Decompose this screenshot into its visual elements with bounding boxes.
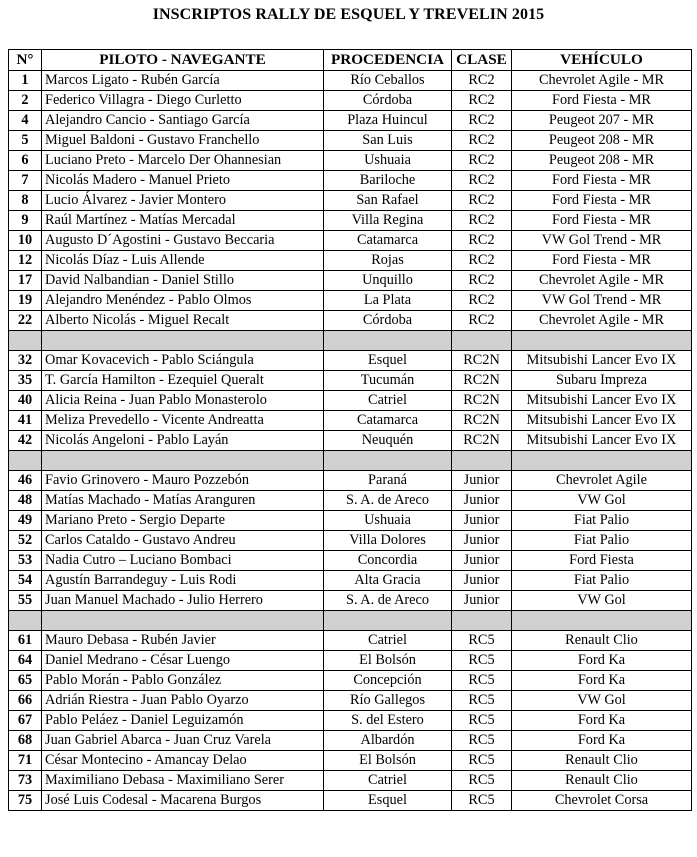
entry-crew: Nicolás Angeloni - Pablo Layán <box>42 431 324 451</box>
table-row <box>9 591 692 611</box>
entry-vehicle: Ford Fiesta - MR <box>512 171 692 191</box>
entry-class: Junior <box>452 471 512 491</box>
entry-origin: Plaza Huincul <box>324 111 452 131</box>
entry-crew: Juan Manuel Machado - Julio Herrero <box>42 591 324 611</box>
entry-vehicle: Fiat Palio <box>512 511 692 531</box>
entry-number: 6 <box>9 151 42 171</box>
header-piloto: PILOTO - NAVEGANTE <box>42 50 324 71</box>
entry-origin: El Bolsón <box>324 651 452 671</box>
entry-origin: Rojas <box>324 251 452 271</box>
table-row <box>9 411 692 431</box>
entry-origin: La Plata <box>324 291 452 311</box>
separator-cell <box>9 331 42 351</box>
entry-crew: Pablo Peláez - Daniel Leguizamón <box>42 711 324 731</box>
table-row <box>9 551 692 571</box>
separator-cell <box>452 611 512 631</box>
table-row <box>9 691 692 711</box>
entry-number: 73 <box>9 771 42 791</box>
entry-crew: Nadia Cutro – Luciano Bombaci <box>42 551 324 571</box>
table-row <box>9 291 692 311</box>
separator-cell <box>324 331 452 351</box>
entry-number: 46 <box>9 471 42 491</box>
entry-number: 41 <box>9 411 42 431</box>
entry-crew: Favio Grinovero - Mauro Pozzebón <box>42 471 324 491</box>
entry-crew: Miguel Baldoni - Gustavo Franchello <box>42 131 324 151</box>
entry-class: RC2 <box>452 91 512 111</box>
entry-number: 9 <box>9 211 42 231</box>
entry-number: 17 <box>9 271 42 291</box>
table-row <box>9 631 692 651</box>
table-row <box>9 471 692 491</box>
table-row <box>9 271 692 291</box>
entry-origin: Unquillo <box>324 271 452 291</box>
table-row <box>9 231 692 251</box>
entry-vehicle: Ford Ka <box>512 651 692 671</box>
separator-cell <box>42 611 324 631</box>
entry-origin: Paraná <box>324 471 452 491</box>
entry-class: RC5 <box>452 791 512 811</box>
entry-crew: Daniel Medrano - César Luengo <box>42 651 324 671</box>
entry-class: Junior <box>452 551 512 571</box>
entry-vehicle: VW Gol Trend - MR <box>512 291 692 311</box>
entry-crew: Alejandro Menéndez - Pablo Olmos <box>42 291 324 311</box>
entry-crew: Augusto D´Agostini - Gustavo Beccaria <box>42 231 324 251</box>
entry-number: 32 <box>9 351 42 371</box>
entry-class: RC5 <box>452 731 512 751</box>
entry-number: 67 <box>9 711 42 731</box>
entry-number: 68 <box>9 731 42 751</box>
entry-class: RC2 <box>452 251 512 271</box>
entry-vehicle: Peugeot 208 - MR <box>512 151 692 171</box>
entry-origin: Ushuaia <box>324 151 452 171</box>
entry-origin: Córdoba <box>324 311 452 331</box>
entry-crew: Matías Machado - Matías Aranguren <box>42 491 324 511</box>
entry-origin: Alta Gracia <box>324 571 452 591</box>
entry-number: 22 <box>9 311 42 331</box>
entry-origin: Esquel <box>324 791 452 811</box>
entry-number: 7 <box>9 171 42 191</box>
entry-vehicle: Mitsubishi Lancer Evo IX <box>512 351 692 371</box>
entry-origin: Catriel <box>324 631 452 651</box>
entry-class: RC2N <box>452 351 512 371</box>
entry-crew: T. García Hamilton - Ezequiel Queralt <box>42 371 324 391</box>
entry-vehicle: Ford Ka <box>512 731 692 751</box>
entry-crew: Alberto Nicolás - Miguel Recalt <box>42 311 324 331</box>
entry-class: RC2N <box>452 411 512 431</box>
table-row <box>9 731 692 751</box>
entry-vehicle: Chevrolet Agile - MR <box>512 71 692 91</box>
table-row <box>9 71 692 91</box>
entry-vehicle: Chevrolet Agile - MR <box>512 311 692 331</box>
entry-origin: S. A. de Areco <box>324 491 452 511</box>
entry-vehicle: Mitsubishi Lancer Evo IX <box>512 391 692 411</box>
entry-number: 35 <box>9 371 42 391</box>
entry-class: RC2 <box>452 311 512 331</box>
entry-vehicle: Renault Clio <box>512 631 692 651</box>
entry-crew: Mariano Preto - Sergio Departe <box>42 511 324 531</box>
entry-vehicle: Fiat Palio <box>512 571 692 591</box>
entry-origin: San Rafael <box>324 191 452 211</box>
entry-class: RC2 <box>452 291 512 311</box>
entries-table <box>8 49 692 811</box>
separator-cell <box>452 331 512 351</box>
entry-origin: Tucumán <box>324 371 452 391</box>
entry-origin: Villa Dolores <box>324 531 452 551</box>
separator-cell <box>9 611 42 631</box>
table-row <box>9 111 692 131</box>
entry-class: RC5 <box>452 751 512 771</box>
table-row <box>9 91 692 111</box>
separator-cell <box>512 611 692 631</box>
entry-crew: Meliza Prevedello - Vicente Andreatta <box>42 411 324 431</box>
entry-crew: Marcos Ligato - Rubén García <box>42 71 324 91</box>
entry-origin: Catamarca <box>324 411 452 431</box>
entry-crew: Pablo Morán - Pablo González <box>42 671 324 691</box>
entry-origin: S. A. de Areco <box>324 591 452 611</box>
entry-crew: Omar Kovacevich - Pablo Sciángula <box>42 351 324 371</box>
entry-class: RC5 <box>452 691 512 711</box>
entry-vehicle: Ford Fiesta - MR <box>512 91 692 111</box>
entry-vehicle: Ford Fiesta - MR <box>512 251 692 271</box>
separator-cell <box>9 451 42 471</box>
entry-crew: Nicolás Díaz - Luis Allende <box>42 251 324 271</box>
table-row <box>9 651 692 671</box>
entry-vehicle: VW Gol <box>512 591 692 611</box>
entry-crew: Juan Gabriel Abarca - Juan Cruz Varela <box>42 731 324 751</box>
entry-origin: Esquel <box>324 351 452 371</box>
entry-class: Junior <box>452 491 512 511</box>
entry-number: 2 <box>9 91 42 111</box>
table-row <box>9 491 692 511</box>
table-row <box>9 531 692 551</box>
entry-crew: Maximiliano Debasa - Maximiliano Serer <box>42 771 324 791</box>
entry-number: 12 <box>9 251 42 271</box>
table-row <box>9 311 692 331</box>
table-row <box>9 191 692 211</box>
entry-number: 54 <box>9 571 42 591</box>
separator-cell <box>42 331 324 351</box>
entry-origin: Río Ceballos <box>324 71 452 91</box>
entry-number: 65 <box>9 671 42 691</box>
entry-class: RC2 <box>452 111 512 131</box>
group-separator-row <box>9 331 692 351</box>
table-row <box>9 371 692 391</box>
entry-origin: Bariloche <box>324 171 452 191</box>
entry-number: 53 <box>9 551 42 571</box>
table-row <box>9 751 692 771</box>
table-row <box>9 511 692 531</box>
separator-cell <box>324 451 452 471</box>
entry-number: 40 <box>9 391 42 411</box>
entry-vehicle: Ford Fiesta <box>512 551 692 571</box>
entry-origin: Concordia <box>324 551 452 571</box>
entry-crew: Federico Villagra - Diego Curletto <box>42 91 324 111</box>
group-separator-row <box>9 451 692 471</box>
entry-vehicle: Renault Clio <box>512 751 692 771</box>
entry-number: 71 <box>9 751 42 771</box>
entry-class: RC5 <box>452 651 512 671</box>
entry-vehicle: Subaru Impreza <box>512 371 692 391</box>
table-row <box>9 431 692 451</box>
entry-number: 49 <box>9 511 42 531</box>
entry-crew: David Nalbandian - Daniel Stillo <box>42 271 324 291</box>
entry-origin: Catriel <box>324 391 452 411</box>
entry-crew: Agustín Barrandeguy - Luis Rodi <box>42 571 324 591</box>
entry-class: RC5 <box>452 771 512 791</box>
entry-origin: Ushuaia <box>324 511 452 531</box>
table-header-row <box>9 50 692 71</box>
entry-origin: Villa Regina <box>324 211 452 231</box>
entry-number: 64 <box>9 651 42 671</box>
entry-number: 75 <box>9 791 42 811</box>
entry-class: RC5 <box>452 671 512 691</box>
entry-number: 5 <box>9 131 42 151</box>
entry-vehicle: Ford Ka <box>512 711 692 731</box>
entry-origin: Córdoba <box>324 91 452 111</box>
separator-cell <box>42 451 324 471</box>
entry-class: RC2 <box>452 171 512 191</box>
header-procedencia: PROCEDENCIA <box>324 50 452 71</box>
entry-class: RC2 <box>452 211 512 231</box>
entry-crew: Nicolás Madero - Manuel Prieto <box>42 171 324 191</box>
separator-cell <box>512 451 692 471</box>
entry-crew: Lucio Álvarez - Javier Montero <box>42 191 324 211</box>
table-row <box>9 671 692 691</box>
entry-class: RC2 <box>452 71 512 91</box>
table-row <box>9 771 692 791</box>
entry-origin: S. del Estero <box>324 711 452 731</box>
entry-crew: Adrián Riestra - Juan Pablo Oyarzo <box>42 691 324 711</box>
table-row <box>9 251 692 271</box>
entry-number: 66 <box>9 691 42 711</box>
table-row <box>9 131 692 151</box>
document-title: INSCRIPTOS RALLY DE ESQUEL Y TREVELIN 2015 <box>152 6 545 23</box>
entry-crew: Raúl Martínez - Matías Mercadal <box>42 211 324 231</box>
entry-class: Junior <box>452 571 512 591</box>
header-clase: CLASE <box>452 50 512 71</box>
entry-number: 55 <box>9 591 42 611</box>
entry-origin: Río Gallegos <box>324 691 452 711</box>
entry-vehicle: Ford Fiesta - MR <box>512 191 692 211</box>
entry-class: RC2N <box>452 391 512 411</box>
separator-cell <box>324 611 452 631</box>
entry-number: 42 <box>9 431 42 451</box>
entry-class: RC2 <box>452 151 512 171</box>
header-num: N° <box>9 50 42 71</box>
entry-vehicle: Ford Fiesta - MR <box>512 211 692 231</box>
table-body <box>9 71 692 811</box>
entry-class: RC5 <box>452 631 512 651</box>
entry-crew: Luciano Preto - Marcelo Der Ohannesian <box>42 151 324 171</box>
entry-class: Junior <box>452 591 512 611</box>
entry-number: 10 <box>9 231 42 251</box>
entry-class: RC5 <box>452 711 512 731</box>
entry-vehicle: Peugeot 208 - MR <box>512 131 692 151</box>
separator-cell <box>512 331 692 351</box>
entry-class: RC2N <box>452 431 512 451</box>
entry-class: Junior <box>452 511 512 531</box>
table-row <box>9 391 692 411</box>
entry-class: RC2 <box>452 131 512 151</box>
table-row <box>9 571 692 591</box>
entry-class: Junior <box>452 531 512 551</box>
entry-crew: Mauro Debasa - Rubén Javier <box>42 631 324 651</box>
separator-cell <box>452 451 512 471</box>
entry-vehicle: Mitsubishi Lancer Evo IX <box>512 411 692 431</box>
entry-crew: Alejandro Cancio - Santiago García <box>42 111 324 131</box>
entry-number: 48 <box>9 491 42 511</box>
entry-number: 1 <box>9 71 42 91</box>
entry-crew: Alicia Reina - Juan Pablo Monasterolo <box>42 391 324 411</box>
group-separator-row <box>9 611 692 631</box>
entry-vehicle: Renault Clio <box>512 771 692 791</box>
table-row <box>9 211 692 231</box>
entry-class: RC2N <box>452 371 512 391</box>
entry-class: RC2 <box>452 231 512 251</box>
entry-vehicle: VW Gol <box>512 691 692 711</box>
entry-vehicle: Ford Ka <box>512 671 692 691</box>
entry-vehicle: Chevrolet Agile <box>512 471 692 491</box>
entry-origin: Catamarca <box>324 231 452 251</box>
entry-number: 19 <box>9 291 42 311</box>
table-row <box>9 351 692 371</box>
table-row <box>9 711 692 731</box>
entry-vehicle: Mitsubishi Lancer Evo IX <box>512 431 692 451</box>
entry-origin: Albardón <box>324 731 452 751</box>
entry-number: 4 <box>9 111 42 131</box>
entry-class: RC2 <box>452 191 512 211</box>
entry-origin: Neuquén <box>324 431 452 451</box>
entry-crew: José Luis Codesal - Macarena Burgos <box>42 791 324 811</box>
entry-origin: Catriel <box>324 771 452 791</box>
entry-crew: César Montecino - Amancay Delao <box>42 751 324 771</box>
entry-vehicle: VW Gol <box>512 491 692 511</box>
entry-origin: El Bolsón <box>324 751 452 771</box>
entry-vehicle: Fiat Palio <box>512 531 692 551</box>
entry-vehicle: Chevrolet Corsa <box>512 791 692 811</box>
entry-vehicle: Peugeot 207 - MR <box>512 111 692 131</box>
entry-crew: Carlos Cataldo - Gustavo Andreu <box>42 531 324 551</box>
entry-number: 61 <box>9 631 42 651</box>
table-row <box>9 171 692 191</box>
entry-number: 8 <box>9 191 42 211</box>
entry-class: RC2 <box>452 271 512 291</box>
entry-number: 52 <box>9 531 42 551</box>
header-vehiculo: VEHÍCULO <box>512 50 692 71</box>
table-row <box>9 791 692 811</box>
entry-origin: Concepción <box>324 671 452 691</box>
entry-origin: San Luis <box>324 131 452 151</box>
entry-vehicle: Chevrolet Agile - MR <box>512 271 692 291</box>
table-row <box>9 151 692 171</box>
entry-vehicle: VW Gol Trend - MR <box>512 231 692 251</box>
